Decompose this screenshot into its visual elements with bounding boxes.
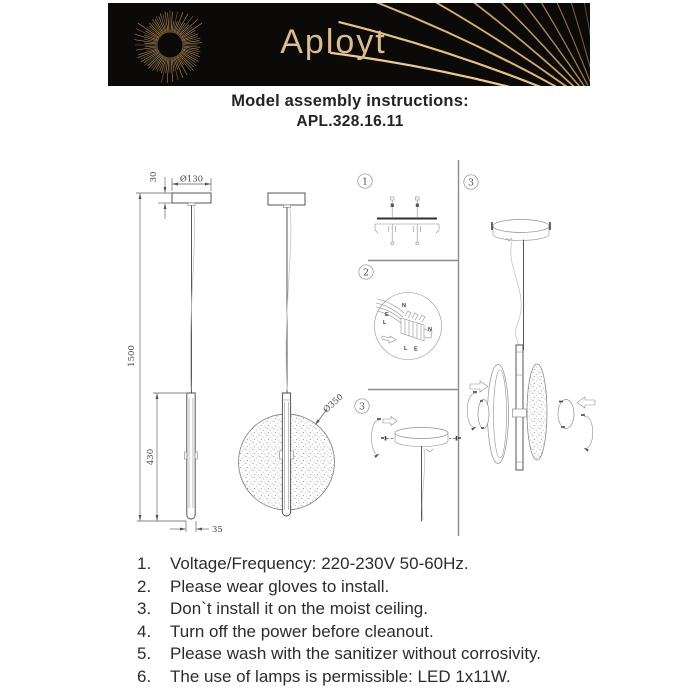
side-view-drawing <box>127 172 223 535</box>
wire-label-n-top: N <box>402 303 406 309</box>
front-view-drawing <box>239 193 346 516</box>
instruction-number: 6. <box>137 666 152 686</box>
page-title: Model assembly instructions: <box>231 92 469 110</box>
step-1-number: 1 <box>361 176 369 188</box>
instruction-number: 2. <box>137 576 152 596</box>
dim-canopy-diameter: Ø130 <box>179 174 204 185</box>
instruction-number: 1. <box>137 554 152 573</box>
dim-canopy-height: 30 <box>149 171 159 183</box>
instruction-item-4 <box>137 621 677 644</box>
wire-label-l-bottom: L <box>404 346 408 352</box>
instruction-text: Please wash with the sanitizer without corrosivity. <box>170 644 542 664</box>
instruction-text: Turn off the power before cleanout. <box>170 621 434 641</box>
instruction-number: 4. <box>137 621 152 641</box>
dim-bar-length: 430 <box>146 448 156 466</box>
dim-bar-tip-width: 35 <box>212 525 223 535</box>
wire-label-l-left: L <box>383 320 387 326</box>
dim-disc-diameter: Ø350 <box>321 392 346 416</box>
wire-label-e-left: E <box>385 312 389 318</box>
instruction-item-5 <box>137 643 677 666</box>
exploded-view-drawing <box>464 175 595 470</box>
technical-drawing <box>0 148 700 548</box>
wire-label-n-right: N <box>428 327 432 333</box>
model-number: APL.328.16.11 <box>296 113 404 130</box>
instruction-number: 5. <box>137 644 152 664</box>
step-1-panel <box>358 174 439 245</box>
step-3-panel <box>355 399 461 521</box>
step-2-number: 2 <box>362 267 370 279</box>
instruction-text: Please wear gloves to install. <box>170 576 390 596</box>
dim-total-height: 1500 <box>127 345 137 367</box>
step-3-number: 3 <box>358 401 366 413</box>
instruction-item-2 <box>137 576 677 599</box>
instruction-item-1 <box>137 553 677 576</box>
step-3-right-number: 3 <box>467 177 475 189</box>
brand-banner <box>108 3 590 86</box>
instruction-text: Voltage/Frequency: 220-230V 50-60Hz. <box>170 554 469 573</box>
instruction-item-6 <box>137 666 677 689</box>
brand-logo-text: Aployt <box>280 23 387 61</box>
title-block <box>0 92 700 131</box>
instruction-text: Don`t install it on the moist ceiling. <box>170 599 428 619</box>
instruction-text: The use of lamps is permissible: LED 1x11W. <box>170 666 511 686</box>
step-2-panel <box>359 265 442 360</box>
instruction-list <box>137 553 677 689</box>
instruction-item-3 <box>137 598 677 621</box>
wire-label-e-bottom: E <box>414 346 418 353</box>
sunburst-logo-icon <box>134 10 202 83</box>
instruction-number: 3. <box>137 599 152 619</box>
